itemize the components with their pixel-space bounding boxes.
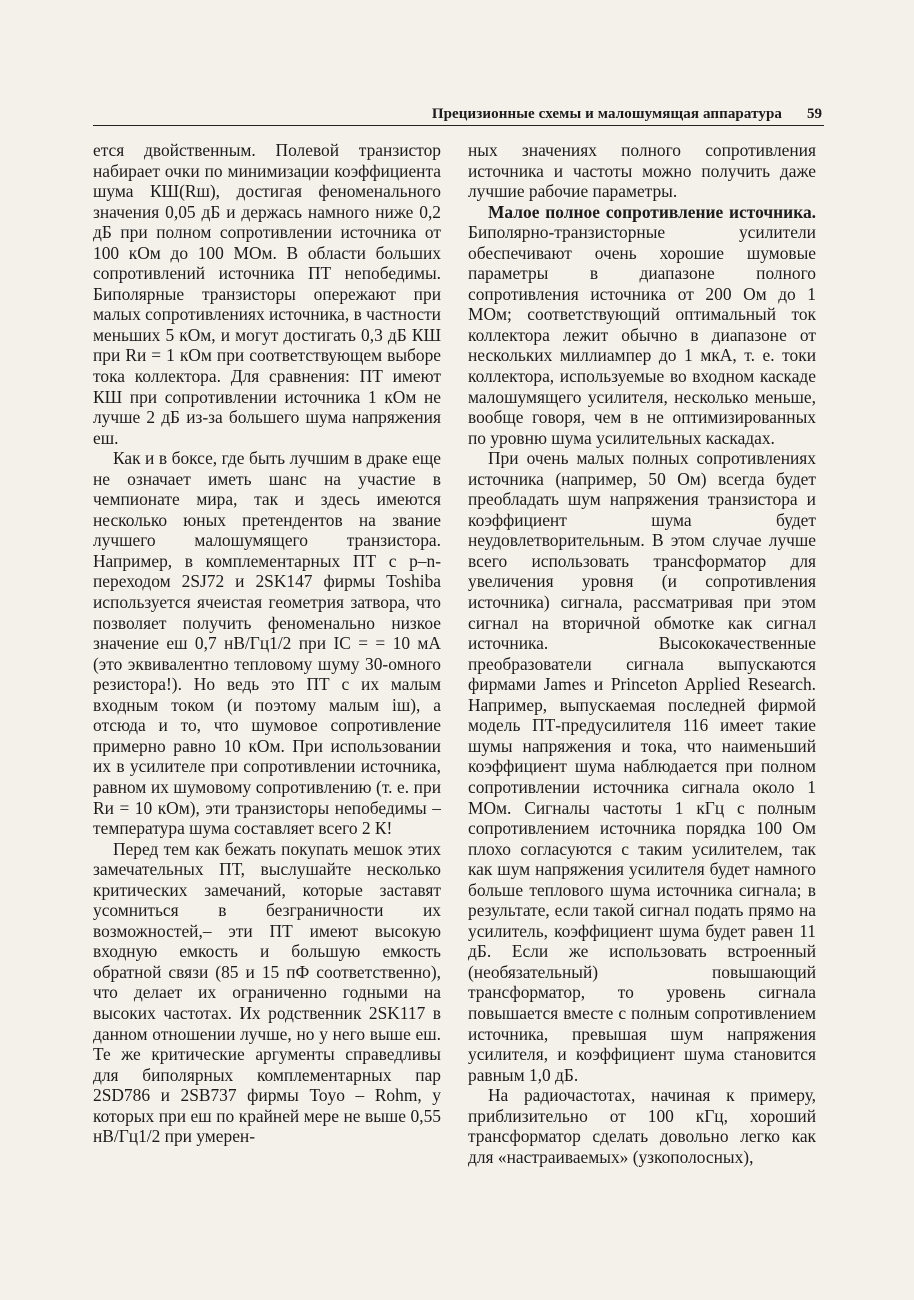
section-lead-heading: Малое полное сопротивление источника. bbox=[488, 201, 816, 222]
right-paragraph-2-body: Биполярно-транзисторные усилители обеспечивают очень хорошие шумовые параметры в диапазоне полного сопротивления источника от 200 Ом до 1 МОм; соответствующий оптимальный ток коллектора лежит обычно в диапазоне от нескольких миллиампер до 1 мкА, т. е. токи коллектора, используемые во входном каскаде малошумящего усилителя, несколько меньше, вообще говоря, чем в не оптимизированных по уровню шума усилительных каскадах. bbox=[468, 222, 816, 448]
right-paragraph-3: При очень малых полных сопротивлениях источника (например, 50 Ом) всегда будет преобладать шум напряжения транзистора и коэффициент шума будет неудовлетворительным. В этом случае лучше всего использовать трансформатор для увеличения уровня (и сопротивления источника) сигнала, рассматривая при этом сигнал на вторичной обмотке как сигнал источника. Высококачественные преобразователи сигнала выпускаются фирмами James и Princeton Applied Research. Например, выпускаемая последней фирмой модель ПТ-предусилителя 116 имеет такие шумы напряжения и тока, что наименьший коэффициент шума наблюдается при полном сопротивлении источника сигнала около 1 МОм. Сигналы частоты 1 кГц с полным сопротивлением источника порядка 100 Ом плохо согласуются с таким усилителем, так как шум напряжения усилителя будет намного больше теплового шума источника сигнала; в результате, если такой сигнал подать прямо на усилитель, коэффициент шума будет равен 11 дБ. Если же использовать встроенный (необязательный) повышающий трансформатор, то уровень сигнала повышается вместе с полным сопротивлением источника, превышая шум напряжения усилителя, и коэффициент шума становится равным 1,0 дБ. bbox=[468, 448, 816, 1085]
running-head bbox=[93, 104, 824, 126]
page-number: 59 bbox=[807, 106, 822, 122]
right-paragraph-2 bbox=[468, 202, 816, 449]
running-head-title: Прецизионные схемы и малошумящая аппаратура bbox=[431, 106, 782, 122]
left-paragraph-3: Перед тем как бежать покупать мешок этих замечательных ПТ, выслушайте несколько критических замечаний, которые заставят усомниться в безграничности их возможностей,– эти ПТ имеют высокую входную емкость и большую емкость обратной связи (85 и 15 пФ соответственно), что делает их ограниченно годными на высоких частотах. Их родственник 2SK117 в данном отношении лучше, но у него выше eш. Те же критические аргументы справедливы для биполярных комплементарных пар 2SD786 и 2SB737 фирмы Toyo – Rohm, у которых при eш по крайней мере не выше 0,55 нВ/Гц1/2 при умерен- bbox=[93, 838, 441, 1147]
right-paragraph-4: На радиочастотах, начиная к примеру, приблизительно от 100 кГц, хороший трансформатор сделать довольно легко как для «настраиваемых» (узкополосных), bbox=[468, 1085, 816, 1167]
left-column bbox=[93, 140, 441, 1147]
right-paragraph-1: ных значениях полного сопротивления источника и частоты можно получить даже лучшие рабочие параметры. bbox=[468, 140, 816, 202]
header-rule bbox=[93, 125, 824, 126]
right-column bbox=[468, 140, 816, 1167]
left-paragraph-1: ется двойственным. Полевой транзистор набирает очки по минимизации коэффициента шума КШ(Rш), достигая феноменального значения 0,05 дБ и держась намного ниже 0,2 дБ при полном сопротивлении источника от 100 кОм до 100 МОм. В области больших сопротивлений источника ПТ непобедимы. Биполярные транзисторы опережают при малых сопротивлениях источника, в частности меньших 5 кОм, и могут достигать 0,3 дБ КШ при Rи = 1 кОм при соответствующем выборе тока коллектора. Для сравнения: ПТ имеют КШ при сопротивлении источника 1 кОм не лучше 2 дБ из-за большего шума напряжения eш. bbox=[93, 140, 441, 448]
left-paragraph-2: Как и в боксе, где быть лучшим в драке еще не означает иметь шанс на участие в чемпионате мира, так и здесь имеются несколько юных претендентов на звание лучшего малошумящего транзистора. Например, в комплементарных ПТ с p–n-переходом 2SJ72 и 2SK147 фирмы Toshiba используется ячеистая геометрия затвора, что позволяет получить феноменально низкое значение eш 0,7 нВ/Гц1/2 при IС = = 10 мА (это эквивалентно тепловому шуму 30-омного резистора!). Но ведь это ПТ с их малым входным током (и поэтому малым iш), а отсюда и то, что шумовое сопротивление примерно равно 10 кОм. При использовании их в усилителе при сопротивлении источника, равном их шумовому сопротивлению (т. е. при Rи = 10 кОм), эти транзисторы непобедимы – температура шума составляет всего 2 К! bbox=[93, 448, 441, 839]
